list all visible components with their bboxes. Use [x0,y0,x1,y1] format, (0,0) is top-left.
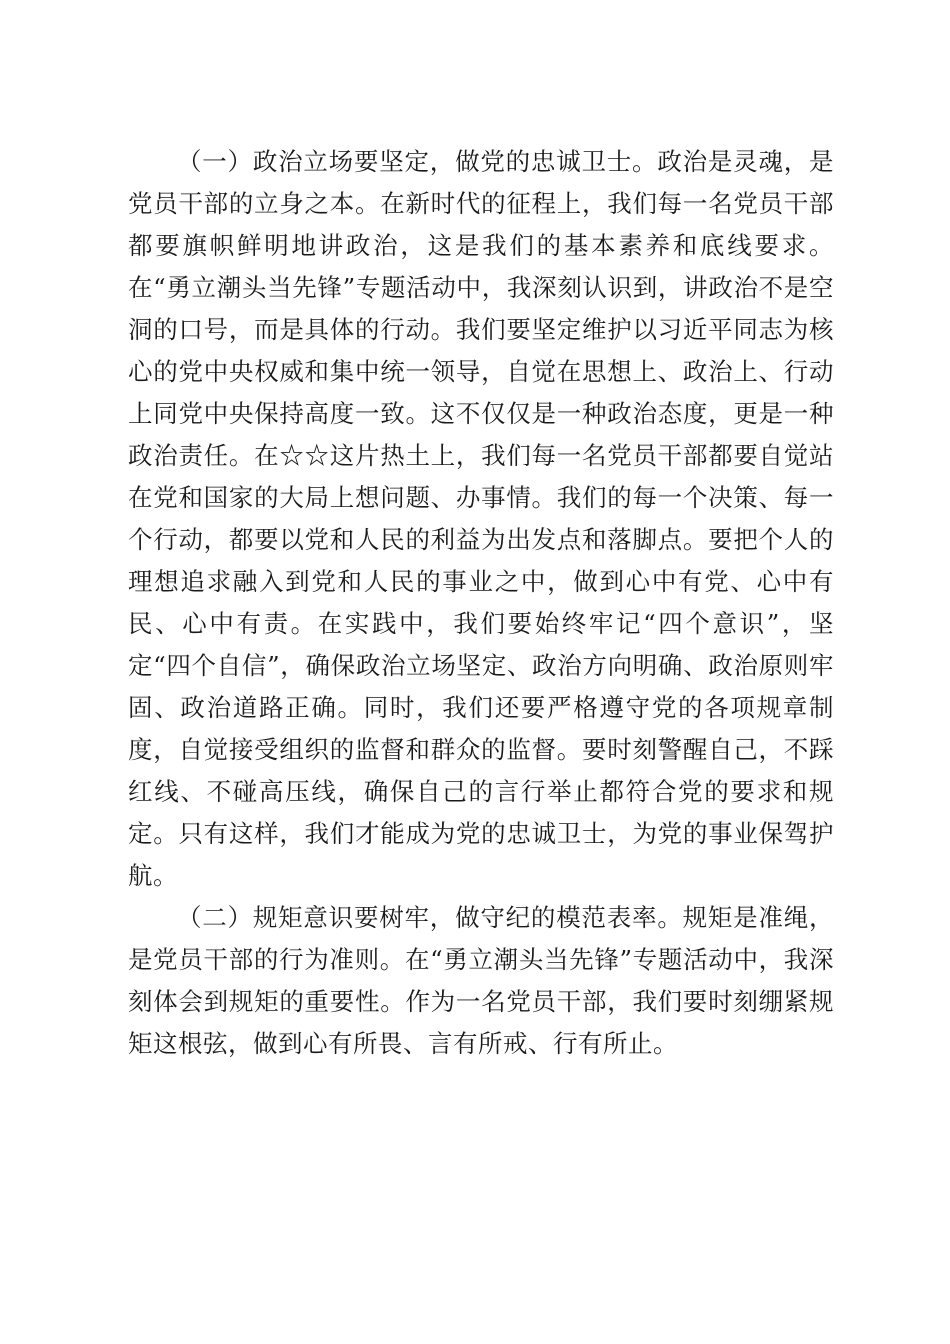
paragraph-political-stance: （一）政治立场要坚定，做党的忠诚卫士。政治是灵魂，是党员干部的立身之本。在新时代的征程上，我们每一名党员干部都要旗帜鲜明地讲政治，这是我们的基本素养和底线要求。在“勇立潮头当先锋”专题活动中，我深刻认识到，讲政治不是空洞的口号，而是具体的行动。我们要坚定维护以习近平同志为核心的党中央权威和集中统一领导，自觉在思想上、政治上、行动上同党中央保持高度一致。这不仅仅是一种政治态度，更是一种政治责任。在☆☆这片热土上，我们每一名党员干部都要自觉站在党和国家的大局上想问题、办事情。我们的每一个决策、每一个行动，都要以党和人民的利益为出发点和落脚点。要把个人的理想追求融入到党和人民的事业之中，做到心中有党、心中有民、心中有责。在实践中，我们要始终牢记“四个意识”，坚定“四个自信”，确保政治立场坚定、政治方向明确、政治原则牢固、政治道路正确。同时，我们还要严格遵守党的各项规章制度，自觉接受组织的监督和群众的监督。要时刻警醒自己，不踩红线、不碰高压线，确保自己的言行举止都符合党的要求和规定。只有这样，我们才能成为党的忠诚卫士，为党的事业保驾护航。 [128,147,834,890]
document-body [128,141,834,1065]
paragraph-rules-awareness: （二）规矩意识要树牢，做守纪的模范表率。规矩是准绳，是党员干部的行为准则。在“勇立潮头当先锋”专题活动中，我深刻体会到规矩的重要性。作为一名党员干部，我们要时刻绷紧规矩这根弦，做到心有所畏、言有所戒、行有所止。 [128,903,834,1058]
